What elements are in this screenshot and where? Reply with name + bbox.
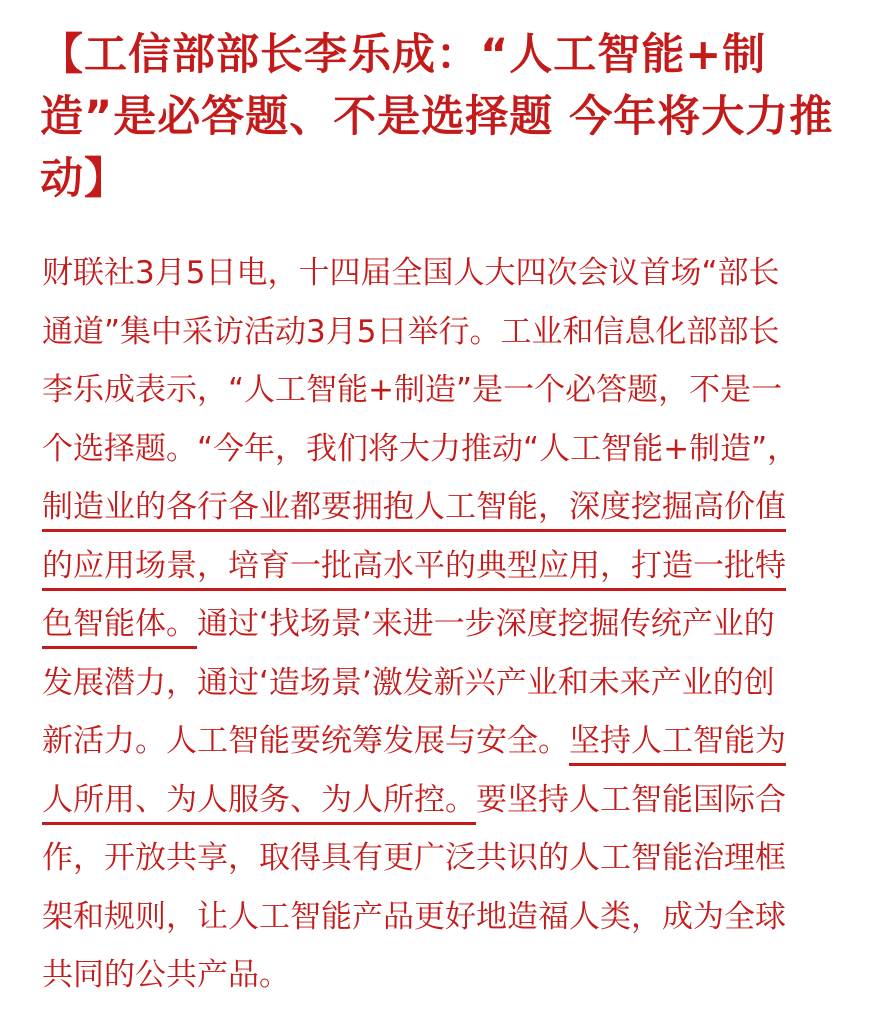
underlined-text: 的应用场景，培育一批高水平的典型应用，打造一批特 xyxy=(42,547,786,584)
body-line xyxy=(42,420,852,479)
body-line xyxy=(42,829,852,888)
body-line xyxy=(42,478,852,537)
body-line-text: 发展潜力，通过‘造场景’激发新兴产业和未来产业的创 xyxy=(42,664,775,701)
body-line xyxy=(42,537,852,596)
body-line xyxy=(42,303,852,362)
body-line-text: 共同的公共产品。 xyxy=(42,957,290,993)
body-line-text: 通过‘找场景’来进一步深度挖掘传统产业的 xyxy=(197,606,775,642)
body-line xyxy=(42,595,852,654)
body-line-text: 李乐成表示，“人工智能+制造”是一个必答题，不是一 xyxy=(42,372,783,408)
body-line xyxy=(42,244,852,303)
body-line-text: 财联社3月5日电，十四届全国人大四次会议首场“部长 xyxy=(42,255,780,291)
body-line xyxy=(42,654,852,713)
body-line-text: 作，开放共享，取得具有更广泛共识的人工智能治理框 xyxy=(42,840,786,876)
body-line-text: 新活力。人工智能要统筹发展与安全。 xyxy=(42,723,569,759)
underlined-text: 人所用、为人服务、为人所控。 xyxy=(42,781,476,818)
body-line-text: 要坚持人工智能国际合 xyxy=(476,781,786,818)
body-line xyxy=(42,888,852,947)
underlined-text: 制造业的各行各业都要拥抱人工智能，深度挖掘高价值 xyxy=(42,489,786,525)
body-line-text: 通道”集中采访活动3月5日举行。工业和信息化部部长 xyxy=(42,313,780,350)
body-line xyxy=(42,946,852,1005)
article-headline: 【工信部部长李乐成：“人工智能+制造”是必答题、不是选择题 今年将大力推动】 xyxy=(40,30,834,204)
body-line xyxy=(42,712,852,771)
body-line-text: 架和规则，让人工智能产品更好地造福人类，成为全球 xyxy=(42,898,786,935)
article-body xyxy=(42,244,852,1005)
body-line xyxy=(42,361,852,420)
body-line-text: 个选择题。“今年，我们将大力推动“人工智能+制造”， xyxy=(42,430,799,467)
body-line xyxy=(42,771,852,830)
underlined-text: 色智能体。 xyxy=(42,606,197,642)
underlined-text: 坚持人工智能为 xyxy=(569,723,786,759)
